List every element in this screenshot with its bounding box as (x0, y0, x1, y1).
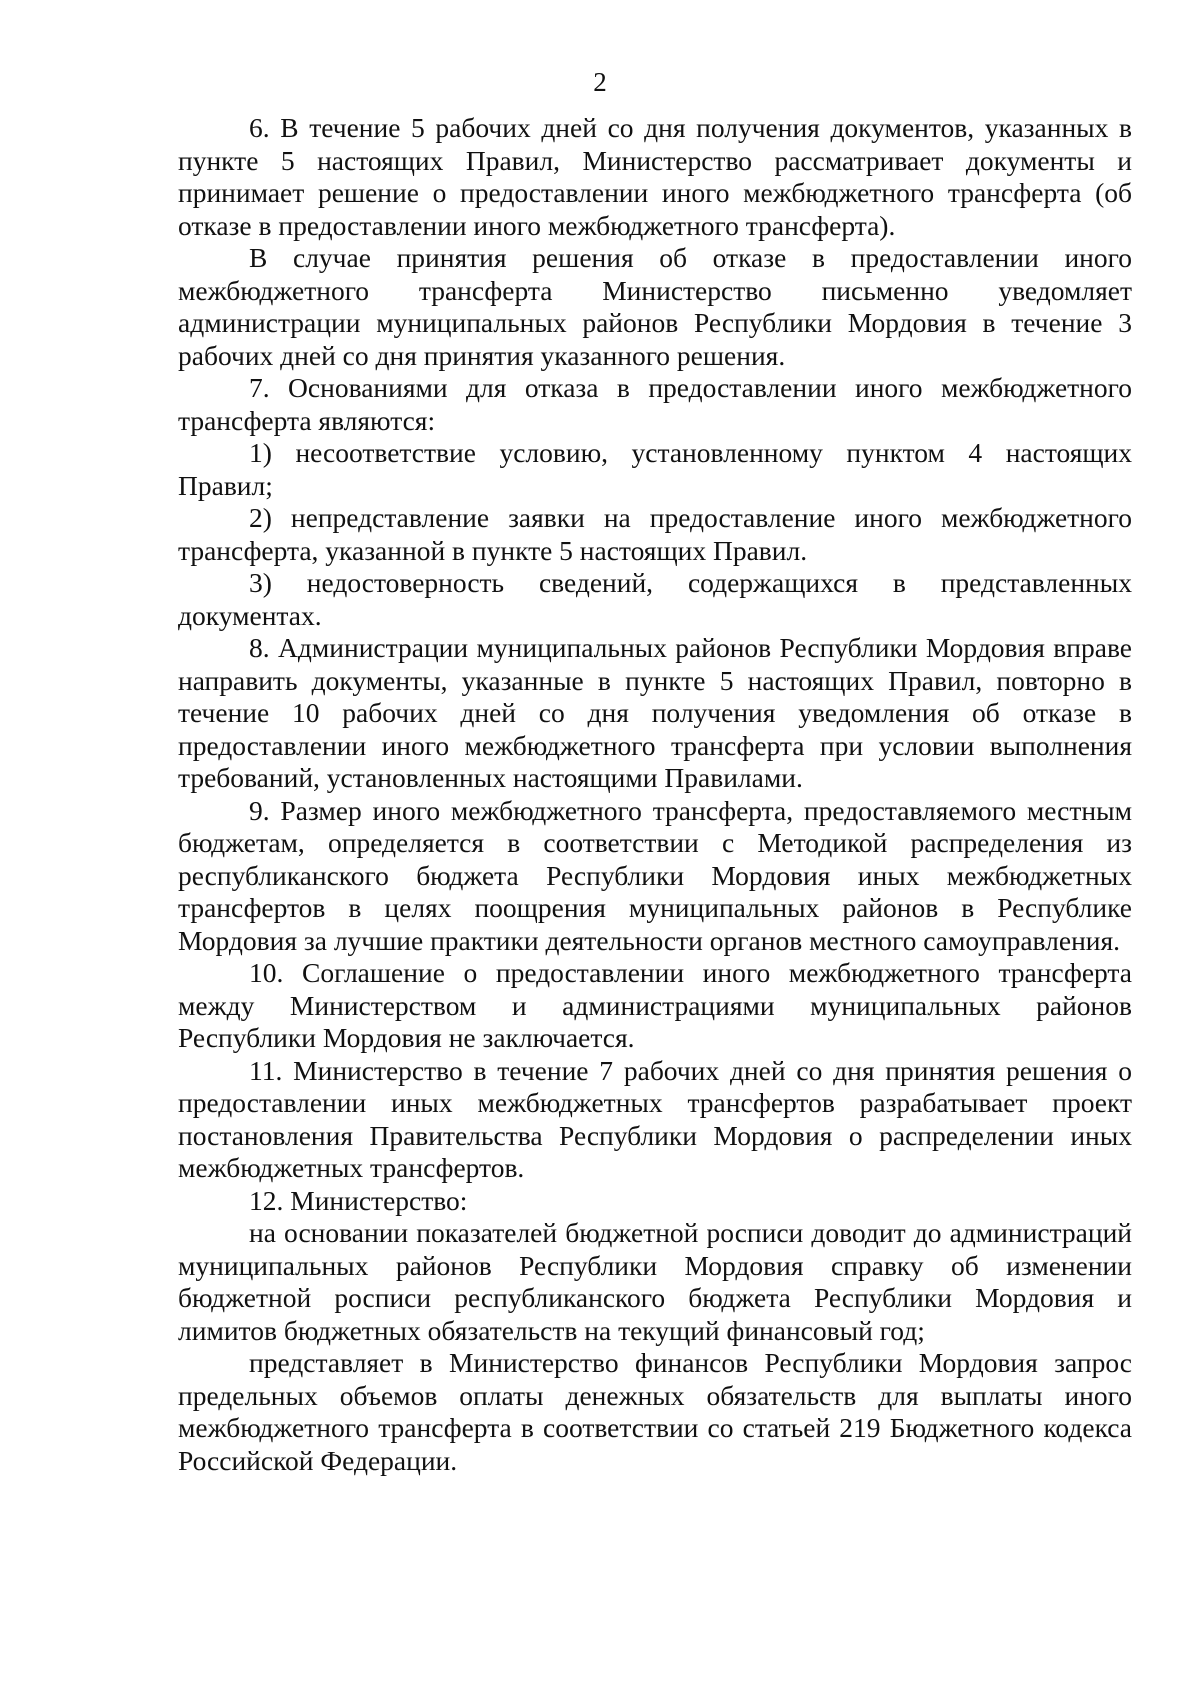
paragraph-6-refusal-notice: В случае принятия решения об отказе в предоставлении иного межбюджетного трансферта Министерство письменно уведомляет администрации муниципальных районов Республики Мордовия в течение 3 рабочих дней со дня принятия указанного решения. (178, 242, 1132, 371)
paragraph-12-item-2: представляет в Министерство финансов Республики Мордовия запрос предельных объемов оплаты денежных обязательств для выплаты иного межбюджетного трансферта в соответствии со статьей 219 Бюджетного кодекса Российской Федерации. (178, 1347, 1132, 1476)
paragraph-11: 11. Министерство в течение 7 рабочих дней со дня принятия решения о предоставлении иных межбюджетных трансфертов разрабатывает проект постановления Правительства Республики Мордовия о распределении иных межбюджетных трансфертов. (178, 1054, 1132, 1183)
paragraph-8: 8. Администрации муниципальных районов Республики Мордовия вправе направить документы, указанные в пункте 5 настоящих Правил, повторно в течение 10 рабочих дней со дня получения уведомления об отказе в предоставлении иного межбюджетного трансферта при условии выполнения требований, установленных настоящими Правилами. (178, 632, 1132, 793)
paragraph-9: 9. Размер иного межбюджетного трансферта, предоставляемого местным бюджетам, определяется в соответствии с Методикой распределения из республиканского бюджета Республики Мордовия иных межбюджетных трансфертов в целях поощрения муниципальных районов в Республике Мордовия за лучшие практики деятельности органов местного самоуправления. (178, 794, 1132, 956)
paragraph-10: 10. Соглашение о предоставлении иного межбюджетного трансферта между Министерством и администрациями муниципальных районов Республики Мордовия не заключается. (178, 957, 1132, 1053)
paragraph-7: 7. Основаниями для отказа в предоставлении иного межбюджетного трансферта являются: (178, 372, 1132, 436)
document-body (178, 112, 1132, 1477)
paragraph-7-item-1: 1) несоответствие условию, установленному пунктом 4 настоящих Правил; (178, 437, 1132, 501)
paragraph-7-item-3: 3) недостоверность сведений, содержащихся в представленных документах. (178, 567, 1132, 631)
page-number: 2 (593, 67, 607, 97)
paragraph-6: 6. В течение 5 рабочих дней со дня получения документов, указанных в пункте 5 настоящих Правил, Министерство рассматривает документы и принимает решение о предоставлении иного межбюджетного трансферта (об отказе в предоставлении иного межбюджетного трансферта). (178, 112, 1132, 241)
paragraph-12-item-1: на основании показателей бюджетной росписи доводит до администраций муниципальных районов Республики Мордовия справку об изменении бюджетной росписи республиканского бюджета Республики Мордовия и лимитов бюджетных обязательств на текущий финансовый год; (178, 1217, 1132, 1346)
paragraph-7-item-2: 2) непредставление заявки на предоставление иного межбюджетного трансферта, указанной в пункте 5 настоящих Правил. (178, 502, 1132, 566)
paragraph-12: 12. Министерство: (249, 1184, 468, 1216)
